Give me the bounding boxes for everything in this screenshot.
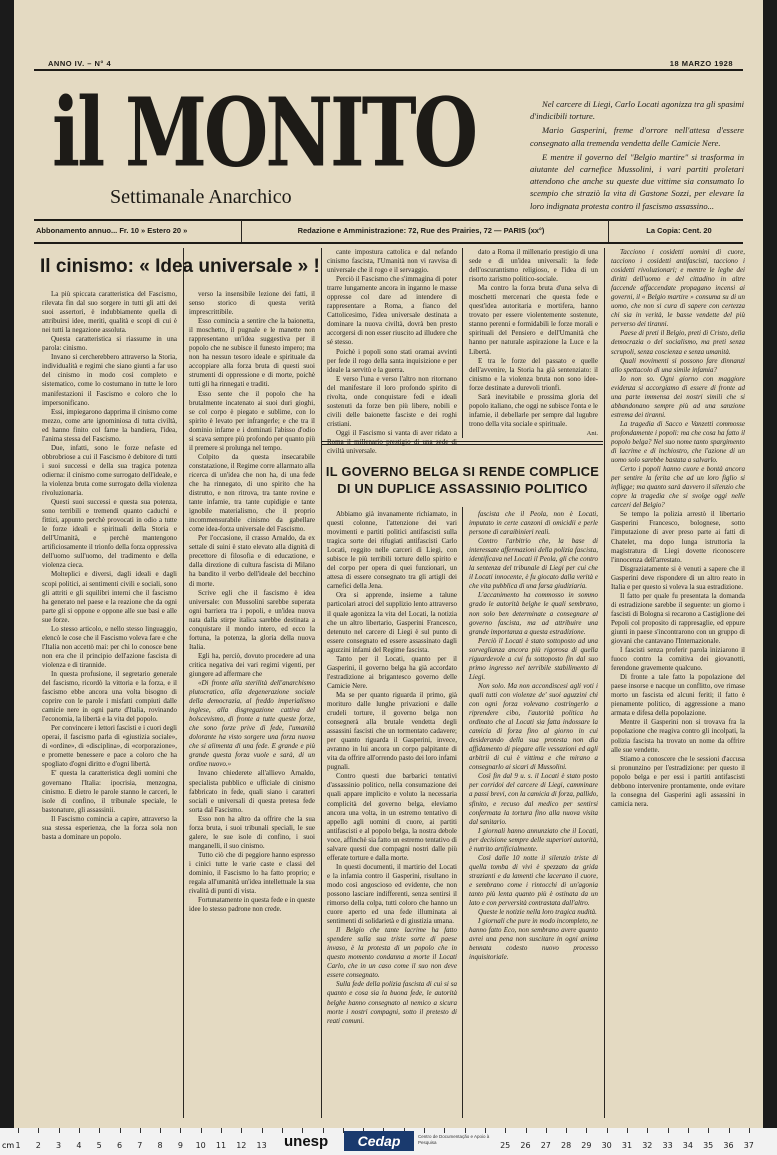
price-info: La Copia: Cent. 20 xyxy=(646,226,712,235)
paragraph: Fortunatamente in questa fede e in queste idee lo stesso padrone non crede. xyxy=(189,896,315,914)
paragraph: Esso comincia a sentire che la baionetta, il moschetto, il pugnale e le manette non rappresentano un'idea suggestiva per il popolo che ne subisce il funesto impero; ma non ha nessun tesoro ideale e spirituale da accoppiare alla forza bruta di questi suoi strumenti di oppressione e di morte, poichè tutti gli ha rinnegati e traditi. xyxy=(189,317,315,389)
paragraph: Se tempo la polizia arrestò il libertario Gasperini Francesco, bolognese, sotto l'imputazione di aver preso parte ai fatti di Chatelet, ma dopo lunga istruttoria la magistratura di Liegi dovette riconoscere l'innocenza dell'arrestato. xyxy=(611,510,745,564)
column-divider xyxy=(183,248,184,1118)
ruler-tick xyxy=(201,1128,202,1133)
ruler-number: 13 xyxy=(256,1141,267,1150)
intro-box xyxy=(530,98,744,214)
ruler-tick xyxy=(505,1128,506,1133)
intro-paragraph: Mario Gasperini, freme d'orrore nell'attesa d'essere consegnato alla tremenda vendetta delle Camicie Nere. xyxy=(530,125,744,148)
quote-paragraph: Non solo. Ma non accondiscesi agli voti i quali tutti con violenze de' suoi aguzzini chi con ogni forza volevano costringerlo a riprendere cibo, l'autorità politica ha ordinato che al Locati sia fatta indossare la camicia di forza fino al giorno in cui desiderando della sua protesta non dia affidamento di piegare alle vessazioni ed agli arbitrii di cui è vittima e che mirano a consegnarlo ai sicari di Mussolini. xyxy=(469,681,598,772)
ruler-number: 33 xyxy=(662,1141,673,1150)
quote-paragraph: fascista che il Peola, non è Locati, imputato in certe canzoni di omicidii e perle persone di caraibinieri reali. xyxy=(469,510,598,537)
newspaper-page xyxy=(14,0,763,1128)
paragraph: verso la insensibile lezione dei fatti, il senso storico di questa verità imprescrittibile. xyxy=(189,290,315,317)
quote-paragraph: Così fin dal 9 u. s. il Locati è stato posto per corridoi del carcere di Liegi, camminare a passi brevi, con la camicia di forza, pallido, sfinito, e recuso dal medico per sentirsi confermata la tortura fino alla nuova visita dal sanitario. xyxy=(469,772,598,826)
bar-top-rule xyxy=(34,219,743,221)
quote-paragraph: Queste le notizie nella loro tragica nudità. xyxy=(478,908,597,917)
paragraph: Esso sente che il popolo che ha brutalmente incatenato ai suoi duri gioghi, se col corpo è piegato e sublime, con lo spirito è levato per infrangerle; e che tra il dominio infame e i dominati l'abisso d'odio si scava sempre più profondo per quanto più il premere si prolunga nel tempo. xyxy=(189,389,315,452)
intro-paragraph: E mentre il governo del "Belgio martire" si trasforma in aiutante del carnefice Mussolini, i vari partiti proletari attendono che anche su queste due vittime sia consumato lo scempio che straziò la vita di Gastone Sozzi, per elevare la loro indignata protesta contro il fascismo assassino... xyxy=(530,151,744,211)
paragraph: La più spiccata caratteristica del Fascismo, rilevata fin dal suo sorgere in tutti gli atti dei suoi assertori, è indubbiamente quella di attribuirsi idee, meriti, qualità e scopi di cui è nei tutti la negazione assoluta. xyxy=(42,290,177,335)
quote-paragraph: «Di fronte alla sterilità dell'anarchismo plutocratico, alla degenerazione sociale della democrazia, al freddo imperialismo inglese, alla disgregazione cattiva del bolscevismo, di fronte a tutte queste forze, che sono forze prive di fede, l'umanità dolorante ha visto sorgere una forza nuova che si alimenta di una fede. E grande e più grande questa forza vuole e sarà, di un ordine nuovo.» xyxy=(189,679,315,769)
column-divider xyxy=(462,248,463,438)
ruler-tick xyxy=(241,1128,242,1133)
ruler-tick xyxy=(485,1128,486,1133)
paragraph: Ora si apprende, insieme a talune particolari atroci del supplizio lento attraverso il quale agonizza la vita del Locati, la notizia che un altro libertario, Gasperini Francesco, detenuto nel carcere di Liegi è sul punto di essere consegnato ed essere assassinato dagli aguzzini infami del Regime fascista. xyxy=(327,591,457,654)
ruler-number: 9 xyxy=(177,1141,183,1150)
paragraph: Il Fascismo comincia a capire, attraverso la sua stessa esperienza, che la forza sola non basta a dominare un popolo. xyxy=(42,814,177,841)
ruler-tick xyxy=(38,1128,39,1133)
paragraph: E' questa la caratteristica degli uomini che governano l'Italia: ipocrisia, menzogna, cinismo. E dietro le parole stanno le carceri, le isole di confino, il tribunale speciale, le bastonature, gli assassinii. xyxy=(42,769,177,814)
ruler-tick xyxy=(607,1128,608,1133)
ruler-tick xyxy=(627,1128,628,1133)
bar-bottom-rule xyxy=(34,242,743,244)
paragraph: cante impostura cattolica e dal nefando cinismo fascista, l'Umanità non vi ravvisa di universale che il rogo e il servaggio. xyxy=(327,248,457,275)
paragraph: Questi suoi successi e questa sua potenza, sono terribili e tremendi quanto caduchi e fittizi, appunto perchè provocati in odio a tutte le forze ideali e spirituali della Storia e dell'Umanità, e perchè mantengono artificiosamente il trionfo della forza oppressiva dell'uomo sull'uomo, del tradimento e della violenza cieca. xyxy=(42,498,177,570)
headline-line: DI UN DUPLICE ASSASSINIO POLITICO xyxy=(337,481,588,496)
ruler-tick xyxy=(120,1128,121,1133)
article-headline-2 xyxy=(322,463,603,497)
paragraph: Contro questi due barbarici tentativi d'assassinio politico, nella consumazione dei quali appare implicito e voluto la necessaria complicità del governo belga, eleviamo ancora una volta, in un estremo tentativo di appello agli uomini di cuore, ai partiti antifascisti e al popolo belga, la nostra debole voce, affinchè sia fatto un estremo tentativo di salvare questi due compagni nostri dalle più efferate torture e dalla morte. xyxy=(327,772,457,862)
issue-date: 18 MARZO 1928 xyxy=(669,59,733,68)
paragraph: Invano si cercherebbero attraverso la Storia, individualità e regimi che siano giunti a far uso del cinismo in modo così completo e sistematico, come lo costumano in tutte le loro manifestazioni il Fascismo e coloro che lo impersonificano. xyxy=(42,353,177,407)
ruler-tick xyxy=(729,1128,730,1133)
ruler-tick xyxy=(586,1128,587,1133)
ruler-tick xyxy=(59,1128,60,1133)
issue-number: ANNO IV. – N° 4 xyxy=(48,59,112,68)
ruler-number: 3 xyxy=(56,1141,62,1150)
ruler-tick xyxy=(99,1128,100,1133)
ruler-number: 1 xyxy=(15,1141,21,1150)
column-divider xyxy=(604,248,605,1118)
top-rule xyxy=(34,69,743,71)
article-column xyxy=(189,290,315,1118)
subscription-info: Abbonamento annuo... Fr. 10 » Estero 20 » xyxy=(36,226,188,235)
quote-paragraph: Perciò il Locati è stato sottoposto ad una sorveglianza ancora più rigorosa di quella riguardevole a cui fu sottoposto fin dal suo primo ingresso nel terribile stabilimento di Liegi. xyxy=(469,636,598,681)
newspaper-subtitle: Settimanale Anarchico xyxy=(110,186,292,208)
quote-paragraph: Così dalle 10 notte il silenzio triste di quella tomba di vivi è spezzato da grida strazianti e da lamenti che lacerano il cuore, e sembrano come i rintocchi di un'agonia tanto più lenta quanto più è ostinata da un lato e con perversità contrastata dall'altro. xyxy=(469,853,598,908)
quote-paragraph: Quali movimenti si possono fare dinnanzi allo spettacolo di una simile infamia? xyxy=(611,356,745,374)
ruler-number: 35 xyxy=(703,1141,714,1150)
paragraph: Disgraziatamente si è venuti a sapere che il Gasperini deve rispondere di un altro reato in Italia e per questo si voleva la sua estradizione. xyxy=(611,564,745,591)
quote-paragraph: Il Belgio che tante lacrime ha fatto spendere sulla sua triste sorte di paese invaso, è la protesta di un popolo che in questo momento condanna a morte il Locati Carlo, che in un caso come il suo non deve essere consegnato. xyxy=(327,926,457,980)
paragraph: Per convincere i lettori fascisti e i cuori degli operai, il fascismo parla di «giustizia sociale», di «ordine», di «disciplina», di «corporazione», e promette benessere e pace a coloro che ha spogliato d'ogni diritto e d'ogni libertà. xyxy=(42,724,177,769)
ruler-tick xyxy=(424,1128,425,1133)
cedap-caption: Centro de Documentação e Apoio à Pesquisa xyxy=(418,1134,490,1145)
paragraph: Abbiamo già invanamente richiamato, in questi colonne, l'attenzione dei vari movimenti e partiti politici antifascisti sulla tragica sorte dei rifugiati antifascisti Carlo Locati, reggito nelle carceri di Liegi, con subisce le più terribili torture dello spirito e del corpo per opera di quei funzionari, un attesa di essere consegnato tra gli artigli dei carnefici della Jena. xyxy=(327,510,457,591)
ruler-number: 30 xyxy=(601,1141,612,1150)
ruler-number: 11 xyxy=(215,1141,227,1150)
paragraph: In questa profusione, il segretario generale del fascismo, ricordò la vittoria e la forza, e il fascismo ebbe ancora una volta bisogno di coprire con le parole i misfatti compiuti dalle camicie nere in ogni parte d'Italia, rovinando l'economia, la libertà e la vita del popolo. xyxy=(42,669,177,724)
article-column xyxy=(327,510,457,1118)
paragraph: Scrive egli che il fascismo è idea universale: con Mussolini sarebbe superata ogni barriera tra i popoli, e un'idea nuova nata dalla stirpe italica sarebbe destinata a conquistare il mondo intero, ed ecco la fortuna, la potenza, la gloria della nuova Italia. xyxy=(189,588,315,651)
paragraph: Di fronte a tale fatto la popolazione del paese insorse e nacque un conflitto, ove rimase morto un fascista ed alcuni feriti; il fatto è pienamente politico, di aggressione a mano armata e difesa della popolazione. xyxy=(611,673,745,718)
ruler-number: 37 xyxy=(743,1141,754,1150)
ruler-tick xyxy=(668,1128,669,1133)
unesp-logo: unesp xyxy=(284,1133,329,1150)
headline-rule xyxy=(322,444,603,445)
paragraph: Per l'occasione, il crasso Arnaldo, da ex settale di suini è stato elevato alla dignità di precettore di filosofia e di educazione, e dalla direzione di cultura fascista di Milano ha bandito il verbo dell'ideale del becchino di morte. xyxy=(189,534,315,588)
quote-paragraph: La tragedia di Sacco e Vanzetti commosse profondamente i popoli: ma che cosa ha fatto il popolo belga? Nel suo nome tanto spargimento di lacrime e di inchiostro, che l'azione di un uomo solo sarebbe bastata a salvarlo. xyxy=(611,419,745,465)
article-headline: Il cinismo: « Idea universale » ! xyxy=(40,256,320,277)
paragraph: Tutto ciò che di peggiore hanno espresso i cinici tutte le varie caste e classi del dominio, il Fascismo lo ha fatto proprio; e regala all'umanità un'idea intellettuale la sua rivalità di punti di vista. xyxy=(189,850,315,896)
paragraph: E tra le forze del passato e quelle dell'avvenire, la Storia ha già sentenziato: il cinismo e la violenza bruta non sono idee-forze destinate a durevoli trionfi. xyxy=(469,356,598,392)
column-divider xyxy=(321,248,322,1118)
quote-paragraph: I giornali hanno annunziato che il Locati, per decisione sempre delle superiori autorità, è nutrito artificialmente. xyxy=(469,826,598,853)
ruler-number: 26 xyxy=(520,1141,531,1150)
paragraph: Essi, impiegarono dapprima il cinismo come mezzo, come arte ignominiosa di tutta civiltà, ed hanno finito col farne la bandiera, l'idea, l'anima stessa del Fascismo. xyxy=(42,407,177,443)
paragraph: Sarà inevitabile e prossima gloria del popolo italiano, che oggi ne subisce l'onta e le infamie, il debellarle per sempre dal lugubre trono della vita sociale e spirituale. xyxy=(469,392,598,428)
ruler-tick xyxy=(262,1128,263,1133)
paragraph: Oggi il Fascismo si vanta di aver ridato a Roma il millenario prestigio di una sede di civiltà universale. xyxy=(327,428,457,456)
ruler-number: 8 xyxy=(157,1141,163,1150)
quote-paragraph: I giornali che pure in modo incompleto, ne hanno fatto Eco, non sembrano avere quanto avrei una pena non suscitare in ogni anima bennata codesto nuovo processo inquisitoriale. xyxy=(469,917,598,962)
paragraph: Molteplici e diversi, dagli ideali e dagli scopi politici, ai sentimenti civili e sociali, sono gli attriti e gli squilibri interni che il fascismo ha generato nel paese e la reazione che da ogni parte gli si oppone e oppone alle sue basi e alle sue forze. xyxy=(42,570,177,624)
newspaper-title: il MONITO xyxy=(52,78,476,189)
ruler-tick xyxy=(526,1128,527,1133)
headline-rule xyxy=(322,441,603,442)
ruler-tick xyxy=(749,1128,750,1133)
paragraph: Lo stesso articolo, e nello stesso linguaggio, elencò le cose che il Fascismo voleva fare e che l'Italia non accettò mai: per chi lo conosce bene non era che il principio dell'azione fascista di violenza e di tirannide. xyxy=(42,624,177,669)
ruler-number: 2 xyxy=(35,1141,41,1150)
ruler-number: 28 xyxy=(561,1141,572,1150)
article-column xyxy=(469,510,598,1118)
article-column xyxy=(42,290,177,1118)
ruler-number: 32 xyxy=(642,1141,653,1150)
address-info: Redazione e Amministrazione: 72, Rue des Prairies, 72 — PARIS (xx°) xyxy=(297,226,545,235)
paragraph: Il fatto per quale fu presentata la domanda di estradizione sarebbe il seguente: un giorno i fascisti di Bologna si recarono a Castiglione dei Pepoli col proposito di rappresaglie, ed eppure giunti in paese s'incontrarono con un gruppo di giovani che cantavano l'Internazionale. xyxy=(611,591,745,646)
paragraph: Perciò il Fascismo che s'immagina di poter trarre lungamente ancora in inganno le masse oppresse col dare ad intendere di rappresentare a Roma, a fianco del Cattolicesimo, l'idea universale destinata a dominare la nuova civiltà, dovrà ben presto accorgersi di non esser riuscito ad illudere che sé stesso. xyxy=(327,275,457,347)
headline-line: IL GOVERNO BELGA SI RENDE COMPLICE xyxy=(325,464,600,479)
ruler-tick xyxy=(140,1128,141,1133)
ruler-tick xyxy=(180,1128,181,1133)
paragraph: Colpito da questa insecarabile constatazione, il Regime corre allarmato alla ricerca di un'idea che non ha, di una fede che ha rinnegato, di uno spirito che ha distrutto, e non ritrova, tra tante rovine e tante infamie, tra tante cupidigie e tante ignobile materialismo, che il proprio incommensurabile cinismo da gabellare come idea-forza universale del Fascismo. xyxy=(189,452,315,534)
ruler-number: 25 xyxy=(500,1141,511,1150)
article-column xyxy=(611,248,745,1118)
column-divider xyxy=(462,507,463,1118)
quote-paragraph: L'accanimento ha commosso in sommo grado le autorità belghe le quali sembrano, non solo ben determinate a consegnare al governo fascista, ma ad attribuire una grande importanza a questa estradizione. xyxy=(469,591,598,636)
ruler-unit: cm xyxy=(2,1141,15,1150)
ruler-number: 12 xyxy=(236,1141,247,1150)
ruler-tick xyxy=(566,1128,567,1133)
ruler-number: 6 xyxy=(116,1141,123,1150)
ruler-tick xyxy=(708,1128,709,1133)
scan-ruler xyxy=(0,1128,777,1155)
quote-paragraph: Paese di preti il Belgio, preti di Cristo, della democrazia o del socialismo, ma preti senza scrupoli, senza coscienza e senza umanità. xyxy=(611,329,745,356)
paragraph: dato a Roma il millenario prestigio di una sede e di un'idea universali: la fede dell'oscurantismo religioso, e l'idea di un risorto zarismo politico-sociale. xyxy=(469,248,598,284)
ruler-tick xyxy=(444,1128,445,1133)
paragraph: I fascisti senza proferir parola iniziarono il fuoco contro la comitiva dei giovanotti, ferendone gravemente qualcuno. xyxy=(611,646,745,673)
paragraph: Poichè i popoli sono stati oramai avvinti per fede il rogo della santa inquisizione e per ideale la servitù e la guerra. xyxy=(327,347,457,374)
ruler-tick xyxy=(160,1128,161,1133)
ruler-number: 5 xyxy=(96,1141,102,1150)
ruler-tick xyxy=(221,1128,222,1133)
paragraph: Due, infatti, sono le forze nefaste ed obbrobriose a cui il Fascismo è debitore di tutti i suoi successi e della sua tragica potenza odierna: il cinismo come surrogato dell'ideale, e la violenza bruta come surrogato della violenza rivoluzionaria. xyxy=(42,443,177,498)
ruler-number: 7 xyxy=(137,1141,143,1150)
ruler-tick xyxy=(647,1128,648,1133)
ruler-tick xyxy=(465,1128,466,1133)
quote-paragraph: Sulla fede della polizia fascista di cui si sa quanto e cosa sia la buona fede, le autorità belghe hanno consegnato al nemico a sicura morte i nostri compagni, sotto il pretesto di reati comuni. xyxy=(327,980,457,1025)
paragraph: Invano chiederete all'allievo Arnaldo, specialista pubblico e ufficiale di cinismo fabbricato in fede, quali siano i caratteri sociali e universali di questa pretesa fede sorta dal Fascismo. xyxy=(189,769,315,814)
paragraph: Ma se per quanto riguarda il primo, già morituro dalle lunghe privazioni e dalle crudeli torture, il governo belga non consegnerà alla brutale vendetta degli assassini fascisti che un tormentato cadavere; per quanto riguarda il Gasperini, invece, avranno in lui ancora un corpo palpitante di vita da offrire all'orrendo pasto dei loro infami pugnali. xyxy=(327,690,458,772)
bar-divider xyxy=(608,220,609,242)
ruler-tick xyxy=(18,1128,19,1133)
ruler-number: 34 xyxy=(682,1141,693,1150)
paragraph: Mentre il Gasperini non si trovava fra la popolazione che reagiva contro gli incolpati, la polizia fascista ha trovato un nome da offrire alle sue vendette. xyxy=(611,718,745,754)
quote-paragraph: Io non so. Ogni giorno con maggiore evidenza si accorgiamo di essere di fronte ad una parte immensa dei nostri simili che si abbandonano sempre più ad una sanzione estrema dei tiranni. xyxy=(611,374,745,419)
ruler-tick xyxy=(79,1128,80,1133)
article-signature: Ani. xyxy=(586,429,598,437)
ruler-number: 29 xyxy=(581,1141,592,1150)
paragraph: Ma contro la forza bruta d'una selva di moschetti mercenari che questa fede e quest'idea autoritaria e mortifera, hanno trovato per essere violentemente sostenute, stanno perenni e formidabili le forze morali e spirituali del Pensiero e dell'Umanità che hanno per naturale aspirazione la Luce e la Libertà. xyxy=(469,284,598,356)
quote-paragraph: Contro l'arbitrio che, la base di interessate affermazioni della polizia fascista, identificava nel Locati il Peola, gli che contro la sentenza del tribunale di Liegi per cui che il Locati innocente, è fu giocato dalla verità e che vita pubblica di una farsa giudiziaria. xyxy=(469,537,598,591)
ruler-tick xyxy=(546,1128,547,1133)
bar-divider xyxy=(241,220,242,242)
article-column xyxy=(469,248,598,440)
ruler-number: 4 xyxy=(76,1141,82,1150)
ruler-number: 31 xyxy=(621,1141,633,1150)
quote-paragraph: Tacciono i cosidetti uomini di cuore, tacciono i cosidetti antifascisti, tacciono i cosidetti rivoluzionari; e mentre le leghe dei diritti dell'uomo e del cittadino in altre faccende affaccendate propagano incensi ai governi, il « Belgio martire » consuma su di un uomo, che non si cura di sapere con certezza chi sia in verità, le basse vendette del più perverso dei tiranni. xyxy=(611,248,745,329)
paragraph: Egli ha, perciò, dovuto procedere ad una critica negativa dei vari regimi vigenti, per giungere ad affermare che xyxy=(189,651,315,678)
ruler-number: 27 xyxy=(540,1141,551,1150)
paragraph: Esso non ha altro da offrire che la sua forza bruta, i suoi tribunali speciali, le sue galere, le sue isole di confino, i suoi manganelli, il suo cinismo. xyxy=(189,814,315,850)
quote-paragraph: Certo i popoli hanno cuore e bontà ancora per sentire la ferita che ad un loro figlio si infligge; ma quanto sarà davvero il silenzio che copre la tragedia che si svolge oggi nelle carceri del Belgio? xyxy=(611,465,745,510)
ruler-tick xyxy=(688,1128,689,1133)
ruler-number: 10 xyxy=(195,1141,206,1150)
ruler-tick xyxy=(282,1128,283,1133)
article-column xyxy=(327,248,457,456)
paragraph: Tanto per il Locati, quanto per il Gasperini, il governo belga ha già accordato l'estradizione ai brigantesco governo delle Camicie Nere. xyxy=(327,654,457,690)
ruler-number: 36 xyxy=(723,1141,734,1150)
paragraph: In questi documenti, il martirio del Locati e la infamia contro il Gasperini, risultano in modo così angoscioso ed evidente, che non possono lasciare indifferenti, senza sentirsi il rimorso della colpa, tutti coloro che hanno un cuore aperto ed una fede illuminata ai sentimenti di solidarietà e di giustizia umana. xyxy=(327,862,457,926)
cedap-logo: Cedap xyxy=(344,1131,414,1151)
paragraph: Stiamo a conoscere che le sessioni d'accusa si pronunzino per l'estradizione: per questo il popolo belga e per essi i partiti antifascisti debbono intervenire prontamente, onde evitare la consegna del Gasperini agli assassini in camicia nera. xyxy=(611,754,745,808)
paragraph: E verso l'una e verso l'altro non ritornano del manifestare il loro profondo spirito di rivolta, onde conquistare fedi e ideali sostenuti da forze ben più libere, nobili e civili delle baionette fasciste e dei roghi cristiani. xyxy=(327,374,457,428)
intro-paragraph: Nel carcere di Liegi, Carlo Locati agonizza tra gli spasimi d'indicibili torture. xyxy=(530,99,744,122)
paragraph: Questa caratteristica si riassume in una parola: cinismo. xyxy=(42,335,177,353)
